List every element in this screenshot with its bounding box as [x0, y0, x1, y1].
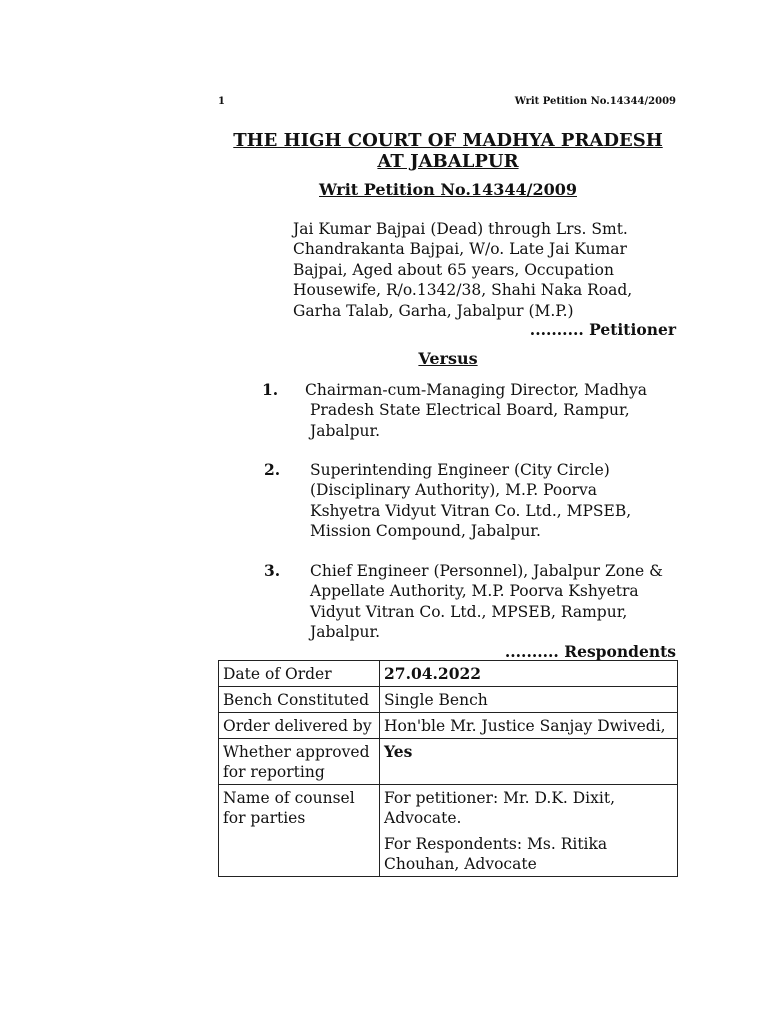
order-info-table	[218, 660, 678, 877]
court-location: AT JABALPUR	[377, 151, 519, 172]
counsel-respondents-line: For Respondents: Ms. Ritika	[384, 835, 608, 853]
petition-title: Writ Petition No.14344/2009	[319, 180, 577, 199]
petitioner-role-label: .......... Petitioner	[529, 320, 676, 339]
respondent-line: Superintending Engineer (City Circle)	[310, 461, 610, 479]
respondent-line: Kshyetra Vidyut Vitran Co. Ltd., MPSEB,	[310, 501, 632, 520]
table-row	[219, 713, 678, 739]
table-row	[219, 687, 678, 713]
table-row	[219, 661, 678, 687]
respondent-text	[310, 561, 690, 643]
table-label-cell	[219, 739, 380, 785]
table-label-line: for reporting	[223, 763, 325, 781]
court-name: THE HIGH COURT OF MADHYA PRADESH	[233, 130, 663, 151]
respondent-line: Chief Engineer (Personnel), Jabalpur Zone &	[310, 562, 663, 580]
table-label-cell: Order delivered by	[219, 713, 380, 739]
table-row	[219, 785, 678, 877]
respondent-text	[310, 460, 690, 542]
respondent-number: 3.	[264, 561, 281, 580]
respondent-line: Mission Compound, Jabalpur.	[310, 522, 541, 541]
respondent-text	[305, 380, 690, 441]
respondent-number: 2.	[264, 460, 281, 479]
table-value-cell	[380, 785, 678, 877]
petitioner-line: Chandrakanta Bajpai, W/o. Late Jai Kumar	[293, 240, 627, 259]
counsel-petitioner-line: Advocate.	[384, 809, 462, 827]
petitioner-line: Housewife, R/o.1342/38, Shahi Naka Road,	[293, 281, 633, 300]
counsel-respondents-line: Chouhan, Advocate	[384, 855, 537, 873]
petitioner-line: Jai Kumar Bajpai (Dead) through Lrs. Smt.	[293, 220, 628, 238]
respondent-line: Pradesh State Electrical Board, Rampur,	[310, 401, 630, 420]
table-row	[219, 739, 678, 785]
table-label-line: Name of counsel	[223, 789, 355, 807]
respondent-line: Vidyut Vitran Co. Ltd., MPSEB, Rampur,	[310, 602, 628, 621]
table-value-cell: 27.04.2022	[380, 661, 678, 687]
table-label-line: for parties	[223, 809, 306, 827]
table-label-line: Whether approved	[223, 743, 370, 761]
table-value-cell: Single Bench	[380, 687, 678, 713]
respondent-line: Jabalpur.	[310, 623, 381, 642]
respondent-number: 1.	[262, 380, 279, 399]
versus-heading: Versus	[418, 349, 478, 368]
respondent-line: Chairman-cum-Managing Director, Madhya	[305, 381, 648, 399]
table-label-cell	[219, 785, 380, 877]
respondents-role-label: .......... Respondents	[504, 642, 676, 661]
petitioner-line: Garha Talab, Garha, Jabalpur (M.P.)	[293, 301, 574, 320]
respondent-line: Jabalpur.	[310, 421, 381, 440]
running-header-reference: Writ Petition No.14344/2009	[514, 96, 676, 107]
table-label-cell: Date of Order	[219, 661, 380, 687]
petitioner-block	[293, 219, 683, 321]
petitioner-line: Bajpai, Aged about 65 years, Occupation	[293, 260, 614, 279]
table-label-cell: Bench Constituted	[219, 687, 380, 713]
counsel-petitioner-line: For petitioner: Mr. D.K. Dixit,	[384, 789, 615, 807]
table-value-cell: Yes	[380, 739, 678, 785]
respondent-line: Appellate Authority, M.P. Poorva Kshyetra	[310, 582, 639, 601]
respondent-line: (Disciplinary Authority), M.P. Poorva	[310, 481, 597, 500]
table-value-cell: Hon'ble Mr. Justice Sanjay Dwivedi,	[380, 713, 678, 739]
page-number: 1	[218, 96, 225, 107]
